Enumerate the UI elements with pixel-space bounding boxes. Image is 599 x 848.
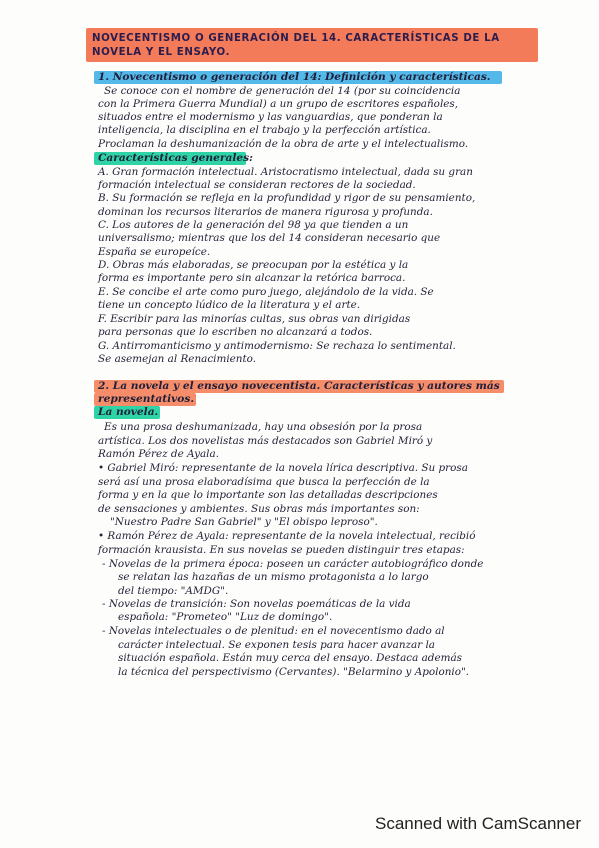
novel-line: artística. Los dos novelistas más destacados son Gabriel Miró y: [98, 435, 433, 447]
novel-line: formación krausista. En sus novelas se pueden distinguir tres etapas:: [98, 544, 465, 556]
section1-line: con la Primera Guerra Mundial) a un grupo de escritores españoles,: [98, 98, 459, 110]
novel-line: Es una prosa deshumanizada, hay una obsesión por la prosa: [104, 421, 423, 433]
characteristic-line: C. Los autores de la generación del 98 ya que tienden a un: [98, 219, 409, 231]
novel-line: será así una prosa elaboradísima que busca la perfección de la: [98, 476, 430, 488]
characteristic-line: D. Obras más elaboradas, se preocupan por la estética y la: [98, 259, 409, 271]
characteristic-line: B. Su formación se refleja en la profundidad y rigor de su pensamiento,: [98, 192, 476, 204]
novel-line: española: "Prometeo" "Luz de domingo".: [118, 611, 333, 623]
novel-line: del tiempo: "AMDG".: [118, 585, 229, 597]
novel-line: la técnica del perspectivismo (Cervantes). "Belarmino y Apolonio".: [118, 666, 470, 678]
characteristic-line: tiene un concepto lúdico de la literatura y el arte.: [98, 299, 361, 311]
section1-subheading: Características generales:: [98, 152, 253, 164]
section1-line: Se conoce con el nombre de generación del 14 (por su coincidencia: [104, 85, 461, 97]
section2-subheading: La novela.: [98, 406, 159, 418]
novel-line: carácter intelectual. Se exponen tesis para hacer avanzar la: [118, 639, 435, 651]
novel-line: situación española. Están muy cerca del ensayo. Destaca además: [118, 652, 462, 664]
novel-line: forma y en la que lo importante son las detalladas descripciones: [98, 489, 438, 501]
document-title-line-2: NOVELA Y EL ENSAYO.: [92, 47, 231, 58]
section2-heading-line-1: 2. La novela y el ensayo novecentista. Características y autores más: [98, 380, 500, 392]
novel-line: "Nuestro Padre San Gabriel" y "El obispo leproso".: [110, 516, 378, 528]
section1-heading: 1. Novecentismo o generación del 14: Definición y características.: [98, 71, 491, 83]
novel-line: se relatan las hazañas de un mismo protagonista a lo largo: [118, 571, 429, 583]
characteristic-line: formación intelectual se consideran rectores de la sociedad.: [98, 179, 416, 191]
novel-line: de sensaciones y ambientes. Sus obras más importantes son:: [98, 503, 420, 515]
novel-line: - Novelas de transición: Son novelas poemáticas de la vida: [102, 598, 411, 610]
document-title-line-1: NOVECENTISMO O GENERACIÓN DEL 14. CARACTERÍSTICAS DE LA: [92, 33, 500, 44]
characteristic-line: G. Antirromanticismo y antimodernismo: Se rechaza lo sentimental.: [98, 340, 456, 352]
characteristic-line: dominan los recursos literarios de manera rigurosa y profunda.: [98, 206, 433, 218]
section1-line: situados entre el modernismo y las vanguardias, que ponderan la: [98, 111, 443, 123]
camscanner-watermark: Scanned with CamScanner: [374, 814, 581, 833]
characteristic-line: E. Se concibe el arte como puro juego, alejándolo de la vida. Se: [98, 286, 434, 298]
characteristic-line: forma es importante pero sin alcanzar la retórica barroca.: [98, 272, 406, 284]
characteristic-line: A. Gran formación intelectual. Aristocratismo intelectual, dada su gran: [98, 166, 473, 178]
novel-line: - Novelas de la primera época: poseen un carácter autobiográfico donde: [102, 558, 484, 570]
novel-line: • Gabriel Miró: representante de la novela lírica descriptiva. Su prosa: [98, 462, 468, 474]
characteristic-line: para personas que lo escriben no alcanzará a todos.: [98, 326, 373, 338]
characteristic-line: universalismo; mientras que los del 14 consideran necesario que: [98, 232, 441, 244]
novel-line: - Novelas intelectuales o de plenitud: en el novecentismo dado al: [102, 625, 445, 637]
characteristic-line: España se europeíce.: [98, 246, 211, 258]
section1-line: inteligencia, la disciplina en el trabajo y la perfección artística.: [98, 124, 431, 136]
section2-heading-line-2: representativos.: [98, 393, 195, 405]
novel-line: Ramón Pérez de Ayala.: [98, 448, 219, 460]
characteristic-line: Se asemejan al Renacimiento.: [98, 353, 257, 365]
novel-line: • Ramón Pérez de Ayala: representante de la novela intelectual, recibió: [98, 530, 476, 542]
section1-line: Proclaman la deshumanización de la obra de arte y el intelectualismo.: [98, 138, 469, 150]
characteristic-line: F. Escribir para las minorías cultas, sus obras van dirigidas: [98, 313, 411, 325]
